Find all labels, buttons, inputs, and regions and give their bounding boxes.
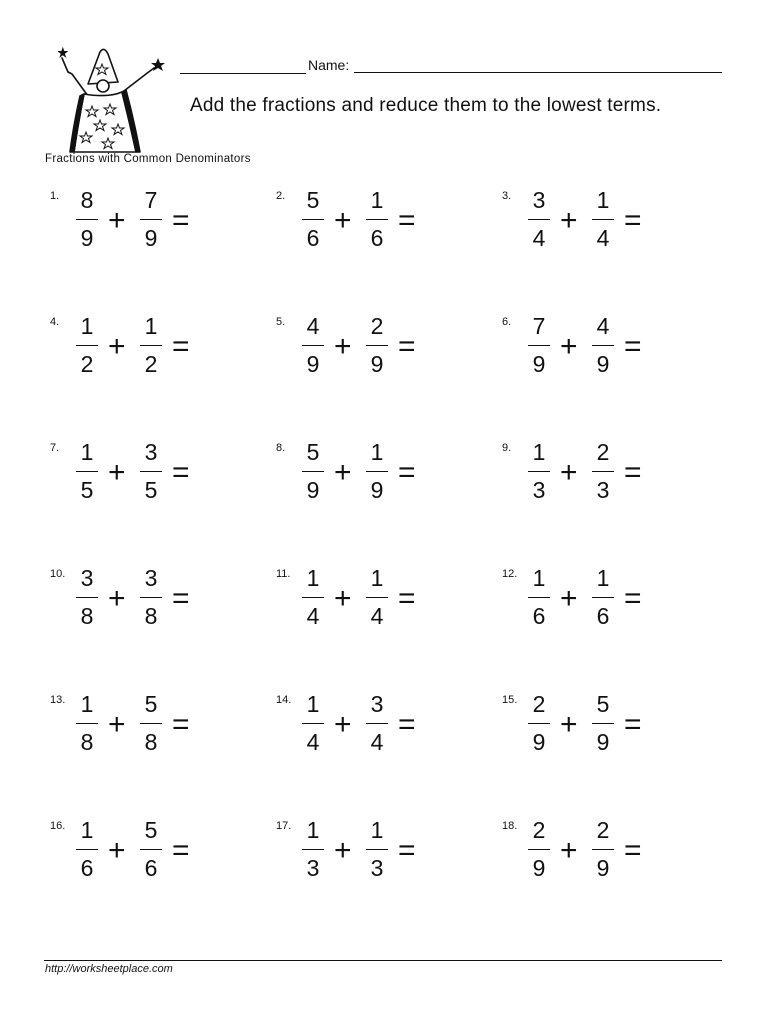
numerator: 2 — [596, 817, 610, 843]
fraction-bar — [140, 345, 162, 346]
fraction-bar — [302, 219, 324, 220]
problem-18 — [502, 817, 682, 900]
equals-sign: = — [624, 456, 642, 489]
equals-sign: = — [398, 204, 416, 237]
numerator: 1 — [370, 565, 384, 591]
denominator: 9 — [596, 855, 610, 881]
equals-sign: = — [624, 204, 642, 237]
plus-sign: + — [108, 708, 126, 741]
numerator: 5 — [306, 187, 320, 213]
denominator: 4 — [532, 225, 546, 251]
plus-sign: + — [108, 582, 126, 615]
denominator: 9 — [596, 729, 610, 755]
problem-number: 12. — [502, 568, 518, 580]
wizard-clipart — [58, 44, 166, 156]
denominator: 2 — [80, 351, 94, 377]
fraction-b — [365, 817, 389, 890]
plus-sign: + — [560, 456, 578, 489]
denominator: 9 — [532, 729, 546, 755]
fraction-a — [301, 817, 325, 890]
equals-sign: = — [624, 330, 642, 363]
fraction-b — [365, 187, 389, 260]
problem-7 — [50, 439, 230, 522]
problem-number: 5. — [276, 316, 286, 328]
problem-3 — [502, 187, 682, 270]
numerator: 1 — [306, 817, 320, 843]
problem-number: 9. — [502, 442, 512, 454]
equals-sign: = — [398, 708, 416, 741]
fraction-bar — [528, 723, 550, 724]
denominator: 8 — [144, 729, 158, 755]
fraction-a — [527, 439, 551, 512]
equals-sign: = — [624, 708, 642, 741]
numerator: 2 — [596, 439, 610, 465]
fraction-b — [139, 439, 163, 512]
fraction-bar — [76, 849, 98, 850]
problem-number: 2. — [276, 190, 286, 202]
header-rule — [180, 73, 306, 74]
denominator: 8 — [80, 603, 94, 629]
denominator: 5 — [80, 477, 94, 503]
fraction-bar — [592, 723, 614, 724]
numerator: 1 — [80, 691, 94, 717]
denominator: 8 — [144, 603, 158, 629]
numerator: 2 — [532, 691, 546, 717]
plus-sign: + — [108, 204, 126, 237]
numerator: 1 — [532, 565, 546, 591]
denominator: 3 — [596, 477, 610, 503]
name-field-line[interactable] — [354, 72, 722, 73]
numerator: 1 — [596, 187, 610, 213]
fraction-b — [139, 187, 163, 260]
numerator: 1 — [306, 565, 320, 591]
numerator: 7 — [532, 313, 546, 339]
fraction-a — [527, 187, 551, 260]
footer-rule — [44, 960, 722, 961]
problem-9 — [502, 439, 682, 522]
denominator: 9 — [80, 225, 94, 251]
problem-number: 6. — [502, 316, 512, 328]
numerator: 1 — [532, 439, 546, 465]
fraction-bar — [140, 219, 162, 220]
denominator: 4 — [306, 603, 320, 629]
plus-sign: + — [108, 456, 126, 489]
equals-sign: = — [624, 834, 642, 867]
fraction-bar — [592, 345, 614, 346]
problem-5 — [276, 313, 456, 396]
fraction-bar — [592, 471, 614, 472]
equals-sign: = — [624, 582, 642, 615]
fraction-bar — [592, 219, 614, 220]
numerator: 1 — [370, 439, 384, 465]
denominator: 3 — [532, 477, 546, 503]
denominator: 9 — [370, 351, 384, 377]
fraction-bar — [302, 345, 324, 346]
problem-number: 7. — [50, 442, 60, 454]
fraction-bar — [302, 849, 324, 850]
fraction-bar — [592, 849, 614, 850]
fraction-a — [301, 313, 325, 386]
fraction-b — [591, 817, 615, 890]
fraction-b — [365, 439, 389, 512]
problem-number: 17. — [276, 820, 292, 832]
fraction-a — [75, 313, 99, 386]
equals-sign: = — [172, 582, 190, 615]
problem-1 — [50, 187, 230, 270]
fraction-b — [365, 691, 389, 764]
fraction-b — [139, 313, 163, 386]
denominator: 4 — [370, 603, 384, 629]
fraction-a — [75, 187, 99, 260]
denominator: 9 — [144, 225, 158, 251]
fraction-bar — [76, 345, 98, 346]
denominator: 6 — [144, 855, 158, 881]
plus-sign: + — [334, 582, 352, 615]
equals-sign: = — [172, 456, 190, 489]
numerator: 1 — [80, 439, 94, 465]
denominator: 3 — [370, 855, 384, 881]
fraction-b — [365, 565, 389, 638]
problem-number: 15. — [502, 694, 518, 706]
fraction-bar — [302, 723, 324, 724]
fraction-bar — [140, 849, 162, 850]
fraction-bar — [366, 723, 388, 724]
fraction-b — [591, 691, 615, 764]
denominator: 5 — [144, 477, 158, 503]
fraction-bar — [302, 597, 324, 598]
footer-url: http://worksheetplace.com — [45, 963, 173, 975]
numerator: 1 — [144, 313, 158, 339]
fraction-bar — [528, 849, 550, 850]
worksheet-subtitle: Fractions with Common Denominators — [45, 153, 251, 165]
denominator: 4 — [596, 225, 610, 251]
plus-sign: + — [334, 708, 352, 741]
plus-sign: + — [108, 834, 126, 867]
fraction-a — [527, 313, 551, 386]
fraction-bar — [366, 471, 388, 472]
problem-number: 13. — [50, 694, 66, 706]
problem-4 — [50, 313, 230, 396]
fraction-a — [301, 187, 325, 260]
fraction-b — [139, 817, 163, 890]
numerator: 5 — [596, 691, 610, 717]
equals-sign: = — [398, 456, 416, 489]
fraction-a — [527, 817, 551, 890]
equals-sign: = — [172, 834, 190, 867]
denominator: 9 — [532, 351, 546, 377]
fraction-b — [139, 565, 163, 638]
fraction-bar — [140, 597, 162, 598]
problem-number: 1. — [50, 190, 60, 202]
fraction-bar — [302, 471, 324, 472]
plus-sign: + — [560, 708, 578, 741]
numerator: 3 — [532, 187, 546, 213]
plus-sign: + — [334, 204, 352, 237]
denominator: 6 — [532, 603, 546, 629]
numerator: 7 — [144, 187, 158, 213]
numerator: 1 — [80, 313, 94, 339]
fraction-bar — [366, 219, 388, 220]
fraction-a — [301, 565, 325, 638]
fraction-b — [591, 565, 615, 638]
equals-sign: = — [398, 582, 416, 615]
fraction-a — [75, 439, 99, 512]
numerator: 1 — [306, 691, 320, 717]
fraction-b — [591, 187, 615, 260]
fraction-bar — [140, 723, 162, 724]
fraction-bar — [528, 597, 550, 598]
numerator: 3 — [144, 439, 158, 465]
numerator: 3 — [370, 691, 384, 717]
denominator: 6 — [370, 225, 384, 251]
fraction-b — [365, 313, 389, 386]
numerator: 3 — [144, 565, 158, 591]
numerator: 1 — [596, 565, 610, 591]
fraction-bar — [76, 219, 98, 220]
fraction-bar — [366, 345, 388, 346]
plus-sign: + — [334, 834, 352, 867]
problem-number: 4. — [50, 316, 60, 328]
fraction-bar — [528, 219, 550, 220]
numerator: 4 — [306, 313, 320, 339]
numerator: 1 — [370, 187, 384, 213]
fraction-b — [591, 439, 615, 512]
fraction-b — [139, 691, 163, 764]
denominator: 9 — [370, 477, 384, 503]
problem-10 — [50, 565, 230, 648]
numerator: 1 — [80, 817, 94, 843]
problem-8 — [276, 439, 456, 522]
numerator: 3 — [80, 565, 94, 591]
problem-number: 16. — [50, 820, 66, 832]
fraction-a — [301, 691, 325, 764]
numerator: 5 — [144, 817, 158, 843]
fraction-a — [75, 565, 99, 638]
problem-13 — [50, 691, 230, 774]
denominator: 9 — [532, 855, 546, 881]
plus-sign: + — [560, 582, 578, 615]
denominator: 3 — [306, 855, 320, 881]
denominator: 4 — [370, 729, 384, 755]
numerator: 5 — [306, 439, 320, 465]
fraction-a — [301, 439, 325, 512]
problem-6 — [502, 313, 682, 396]
problem-number: 10. — [50, 568, 66, 580]
problem-14 — [276, 691, 456, 774]
fraction-bar — [366, 849, 388, 850]
name-label: Name: — [308, 57, 350, 73]
problem-17 — [276, 817, 456, 900]
fraction-a — [75, 691, 99, 764]
denominator: 9 — [596, 351, 610, 377]
plus-sign: + — [560, 330, 578, 363]
denominator: 9 — [306, 477, 320, 503]
numerator: 2 — [532, 817, 546, 843]
instructions: Add the fractions and reduce them to the lowest terms. — [190, 95, 662, 116]
problem-number: 14. — [276, 694, 292, 706]
fraction-a — [75, 817, 99, 890]
numerator: 2 — [370, 313, 384, 339]
problem-number: 11. — [276, 568, 291, 580]
denominator: 6 — [596, 603, 610, 629]
fraction-a — [527, 565, 551, 638]
problem-15 — [502, 691, 682, 774]
equals-sign: = — [398, 834, 416, 867]
numerator: 5 — [144, 691, 158, 717]
numerator: 1 — [370, 817, 384, 843]
fraction-bar — [592, 597, 614, 598]
problem-number: 8. — [276, 442, 286, 454]
numerator: 4 — [596, 313, 610, 339]
problem-12 — [502, 565, 682, 648]
fraction-bar — [140, 471, 162, 472]
denominator: 4 — [306, 729, 320, 755]
plus-sign: + — [334, 330, 352, 363]
problem-11 — [276, 565, 456, 648]
fraction-b — [591, 313, 615, 386]
equals-sign: = — [172, 204, 190, 237]
denominator: 6 — [80, 855, 94, 881]
denominator: 2 — [144, 351, 158, 377]
equals-sign: = — [172, 330, 190, 363]
equals-sign: = — [398, 330, 416, 363]
problem-number: 18. — [502, 820, 518, 832]
plus-sign: + — [560, 204, 578, 237]
problem-16 — [50, 817, 230, 900]
fraction-a — [527, 691, 551, 764]
fraction-bar — [76, 597, 98, 598]
problem-number: 3. — [502, 190, 512, 202]
equals-sign: = — [172, 708, 190, 741]
fraction-bar — [528, 471, 550, 472]
fraction-bar — [76, 471, 98, 472]
plus-sign: + — [334, 456, 352, 489]
fraction-bar — [366, 597, 388, 598]
plus-sign: + — [560, 834, 578, 867]
denominator: 6 — [306, 225, 320, 251]
denominator: 8 — [80, 729, 94, 755]
fraction-bar — [528, 345, 550, 346]
problem-2 — [276, 187, 456, 270]
denominator: 9 — [306, 351, 320, 377]
plus-sign: + — [108, 330, 126, 363]
fraction-bar — [76, 723, 98, 724]
name-row — [180, 56, 722, 76]
numerator: 8 — [80, 187, 94, 213]
